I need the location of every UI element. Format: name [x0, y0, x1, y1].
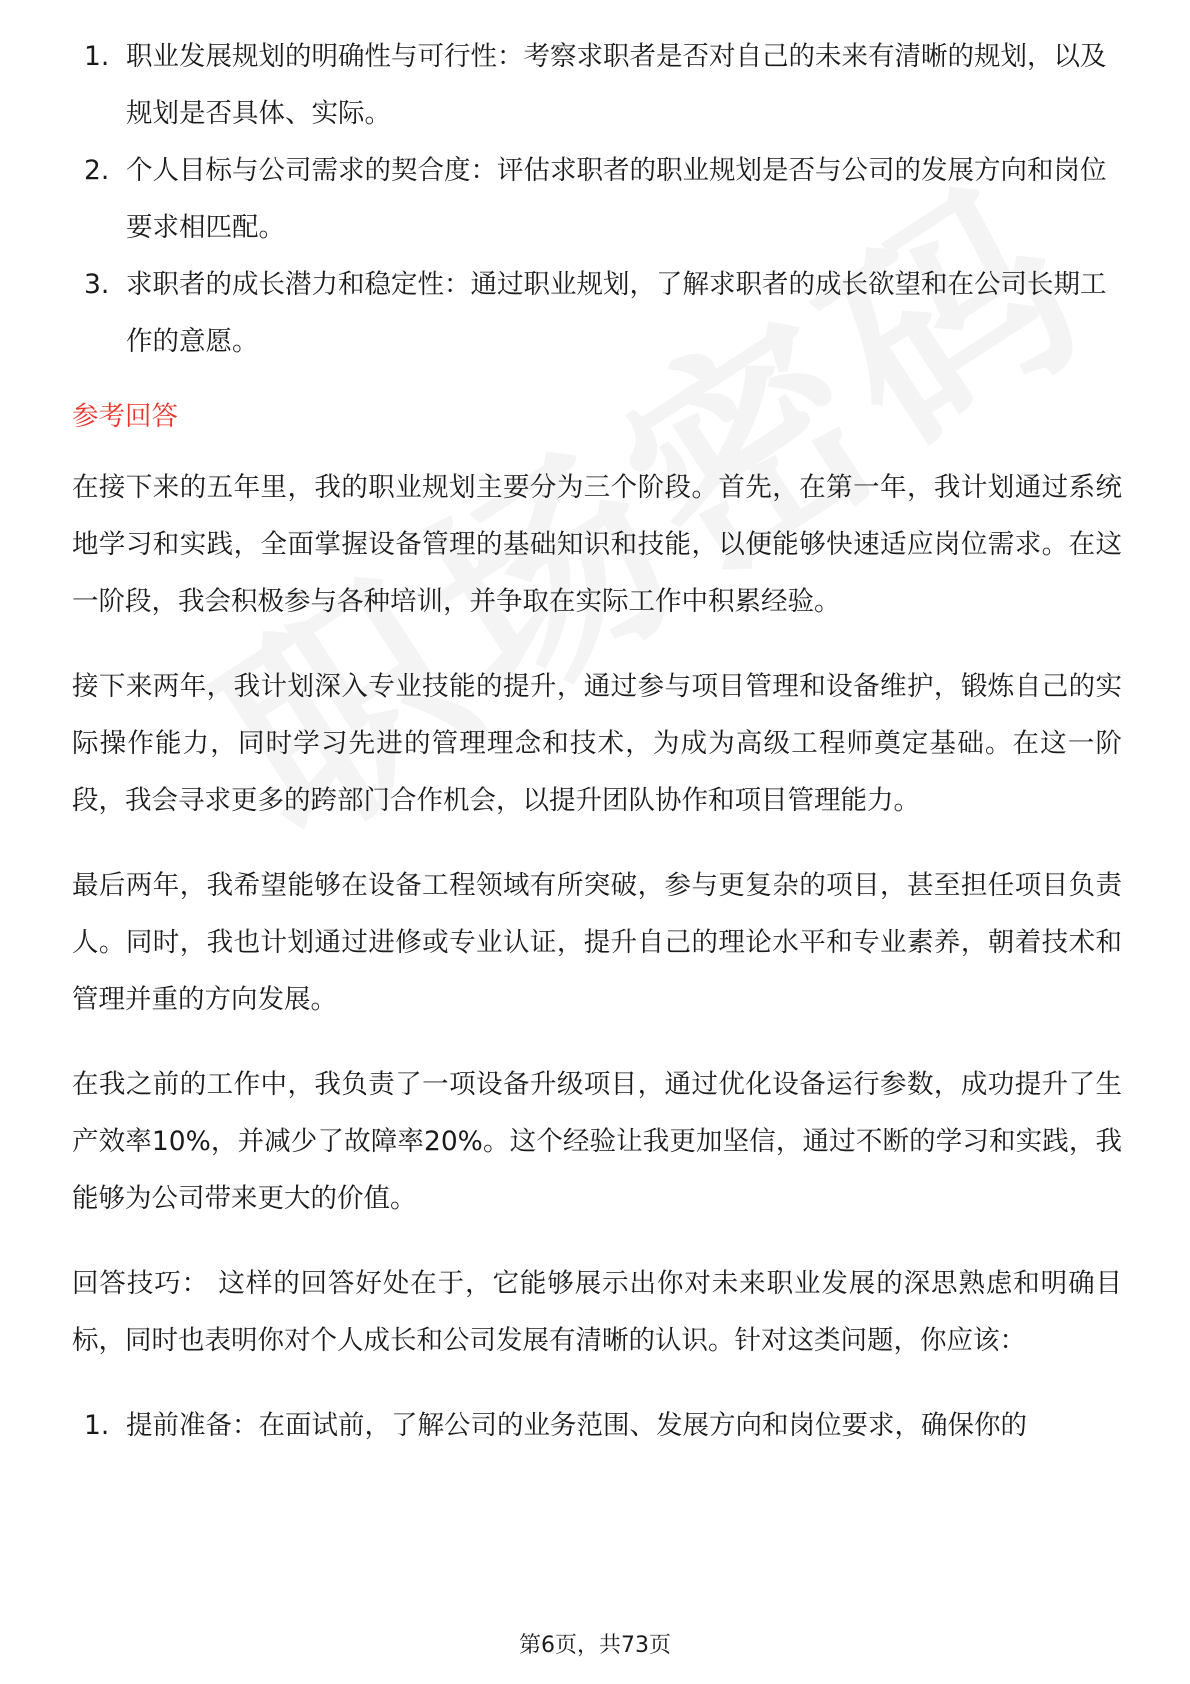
list-text: 个人目标与公司需求的契合度：评估求职者的职业规划是否与公司的发展方向和岗位要求相匹配。 — [126, 155, 1107, 243]
paragraph: 在我之前的工作中，我负责了一项设备升级项目，通过优化设备运行参数，成功提升了生产效率10%，并减少了故障率20%。这个经验让我更加坚信，通过不断的学习和实践，我能够为公司带来更大的价值。 — [72, 1069, 1122, 1214]
list-text: 求职者的成长潜力和稳定性：通过职业规划，了解求职者的成长欲望和在公司长期工作的意愿。 — [126, 269, 1107, 357]
list-number: 1. — [84, 41, 110, 72]
criteria-list — [72, 28, 1122, 370]
list-item — [72, 142, 1122, 256]
list-item — [72, 256, 1122, 370]
paragraph: 在接下来的五年里，我的职业规划主要分为三个阶段。首先，在第一年，我计划通过系统地学习和实践，全面掌握设备管理的基础知识和技能，以便能够快速适应岗位需求。在这一阶段，我会积极参与各种培训，并争取在实际工作中积累经验。 — [72, 472, 1122, 617]
list-number: 3. — [84, 269, 110, 300]
list-text: 提前准备：在面试前，了解公司的业务范围、发展方向和岗位要求，确保你的 — [126, 1410, 1027, 1441]
paragraph: 接下来两年，我计划深入专业技能的提升，通过参与项目管理和设备维护，锻炼自己的实际操作能力，同时学习先进的管理理念和技术，为成为高级工程师奠定基础。在这一阶段，我会寻求更多的跨部门合作机会，以提升团队协作和项目管理能力。 — [72, 671, 1122, 816]
list-number: 1. — [84, 1410, 110, 1441]
section-title: 参考回答 — [72, 401, 178, 432]
paragraph: 回答技巧： 这样的回答好处在于，它能够展示出你对未来职业发展的深思熟虑和明确目标，同时也表明你对个人成长和公司发展有清晰的认识。针对这类问题，你应该： — [72, 1268, 1122, 1356]
page-footer: 第6页，共73页 — [519, 1633, 671, 1658]
list-text: 职业发展规划的明确性与可行性：考察求职者是否对自己的未来有清晰的规划，以及规划是否具体、实际。 — [126, 41, 1107, 129]
paragraph: 最后两年，我希望能够在设备工程领域有所突破，参与更复杂的项目，甚至担任项目负责人。同时，我也计划通过进修或专业认证，提升自己的理论水平和专业素养，朝着技术和管理并重的方向发展。 — [72, 870, 1122, 1015]
list-number: 2. — [84, 155, 110, 186]
list-item — [72, 28, 1122, 142]
tips-list — [72, 1397, 1122, 1454]
document-body — [72, 28, 1122, 1454]
list-item — [72, 1397, 1122, 1454]
